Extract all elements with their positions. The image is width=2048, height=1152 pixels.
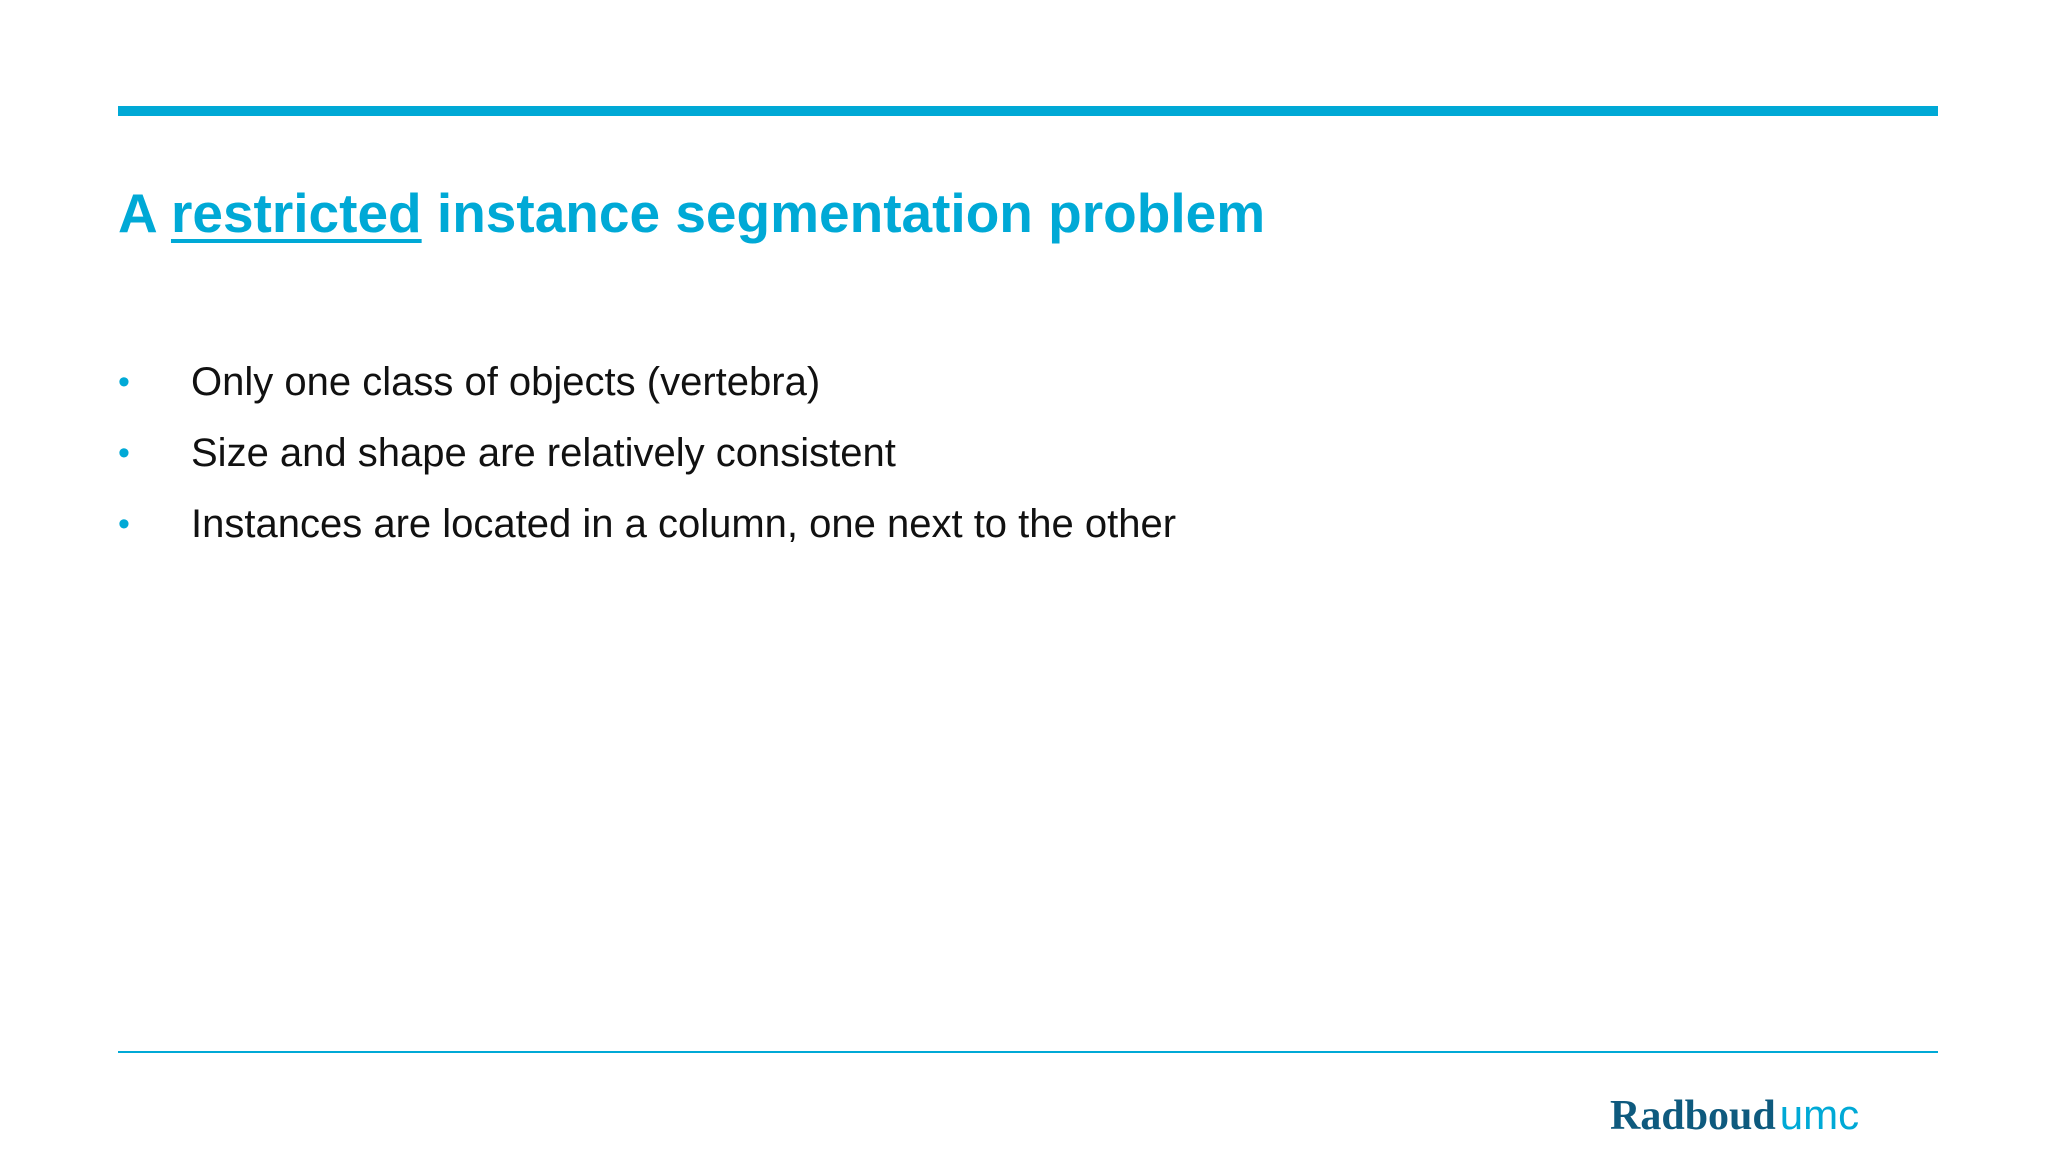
slide-title (118, 178, 1265, 248)
title-prefix: A (118, 182, 171, 244)
bullet-text: Only one class of objects (vertebra) (191, 360, 821, 404)
bullet-text: Instances are located in a column, one next to the other (191, 502, 1177, 546)
logo-wordmark-umc: umc (1779, 1091, 1860, 1138)
bullet-dot-icon: • (118, 434, 130, 472)
title-emphasis: restricted (170, 182, 422, 244)
bullet-text: Size and shape are relatively consistent (191, 431, 896, 475)
bullet-dot-icon: • (118, 505, 130, 543)
logo-wordmark-radboud: Radboud (1610, 1093, 1776, 1139)
bullet-dot-icon: • (118, 363, 130, 401)
top-accent-rule (118, 106, 1938, 116)
radboudumc-logo (1610, 1090, 1859, 1140)
footer-rule (118, 1051, 1938, 1053)
title-suffix: instance segmentation problem (421, 182, 1266, 244)
